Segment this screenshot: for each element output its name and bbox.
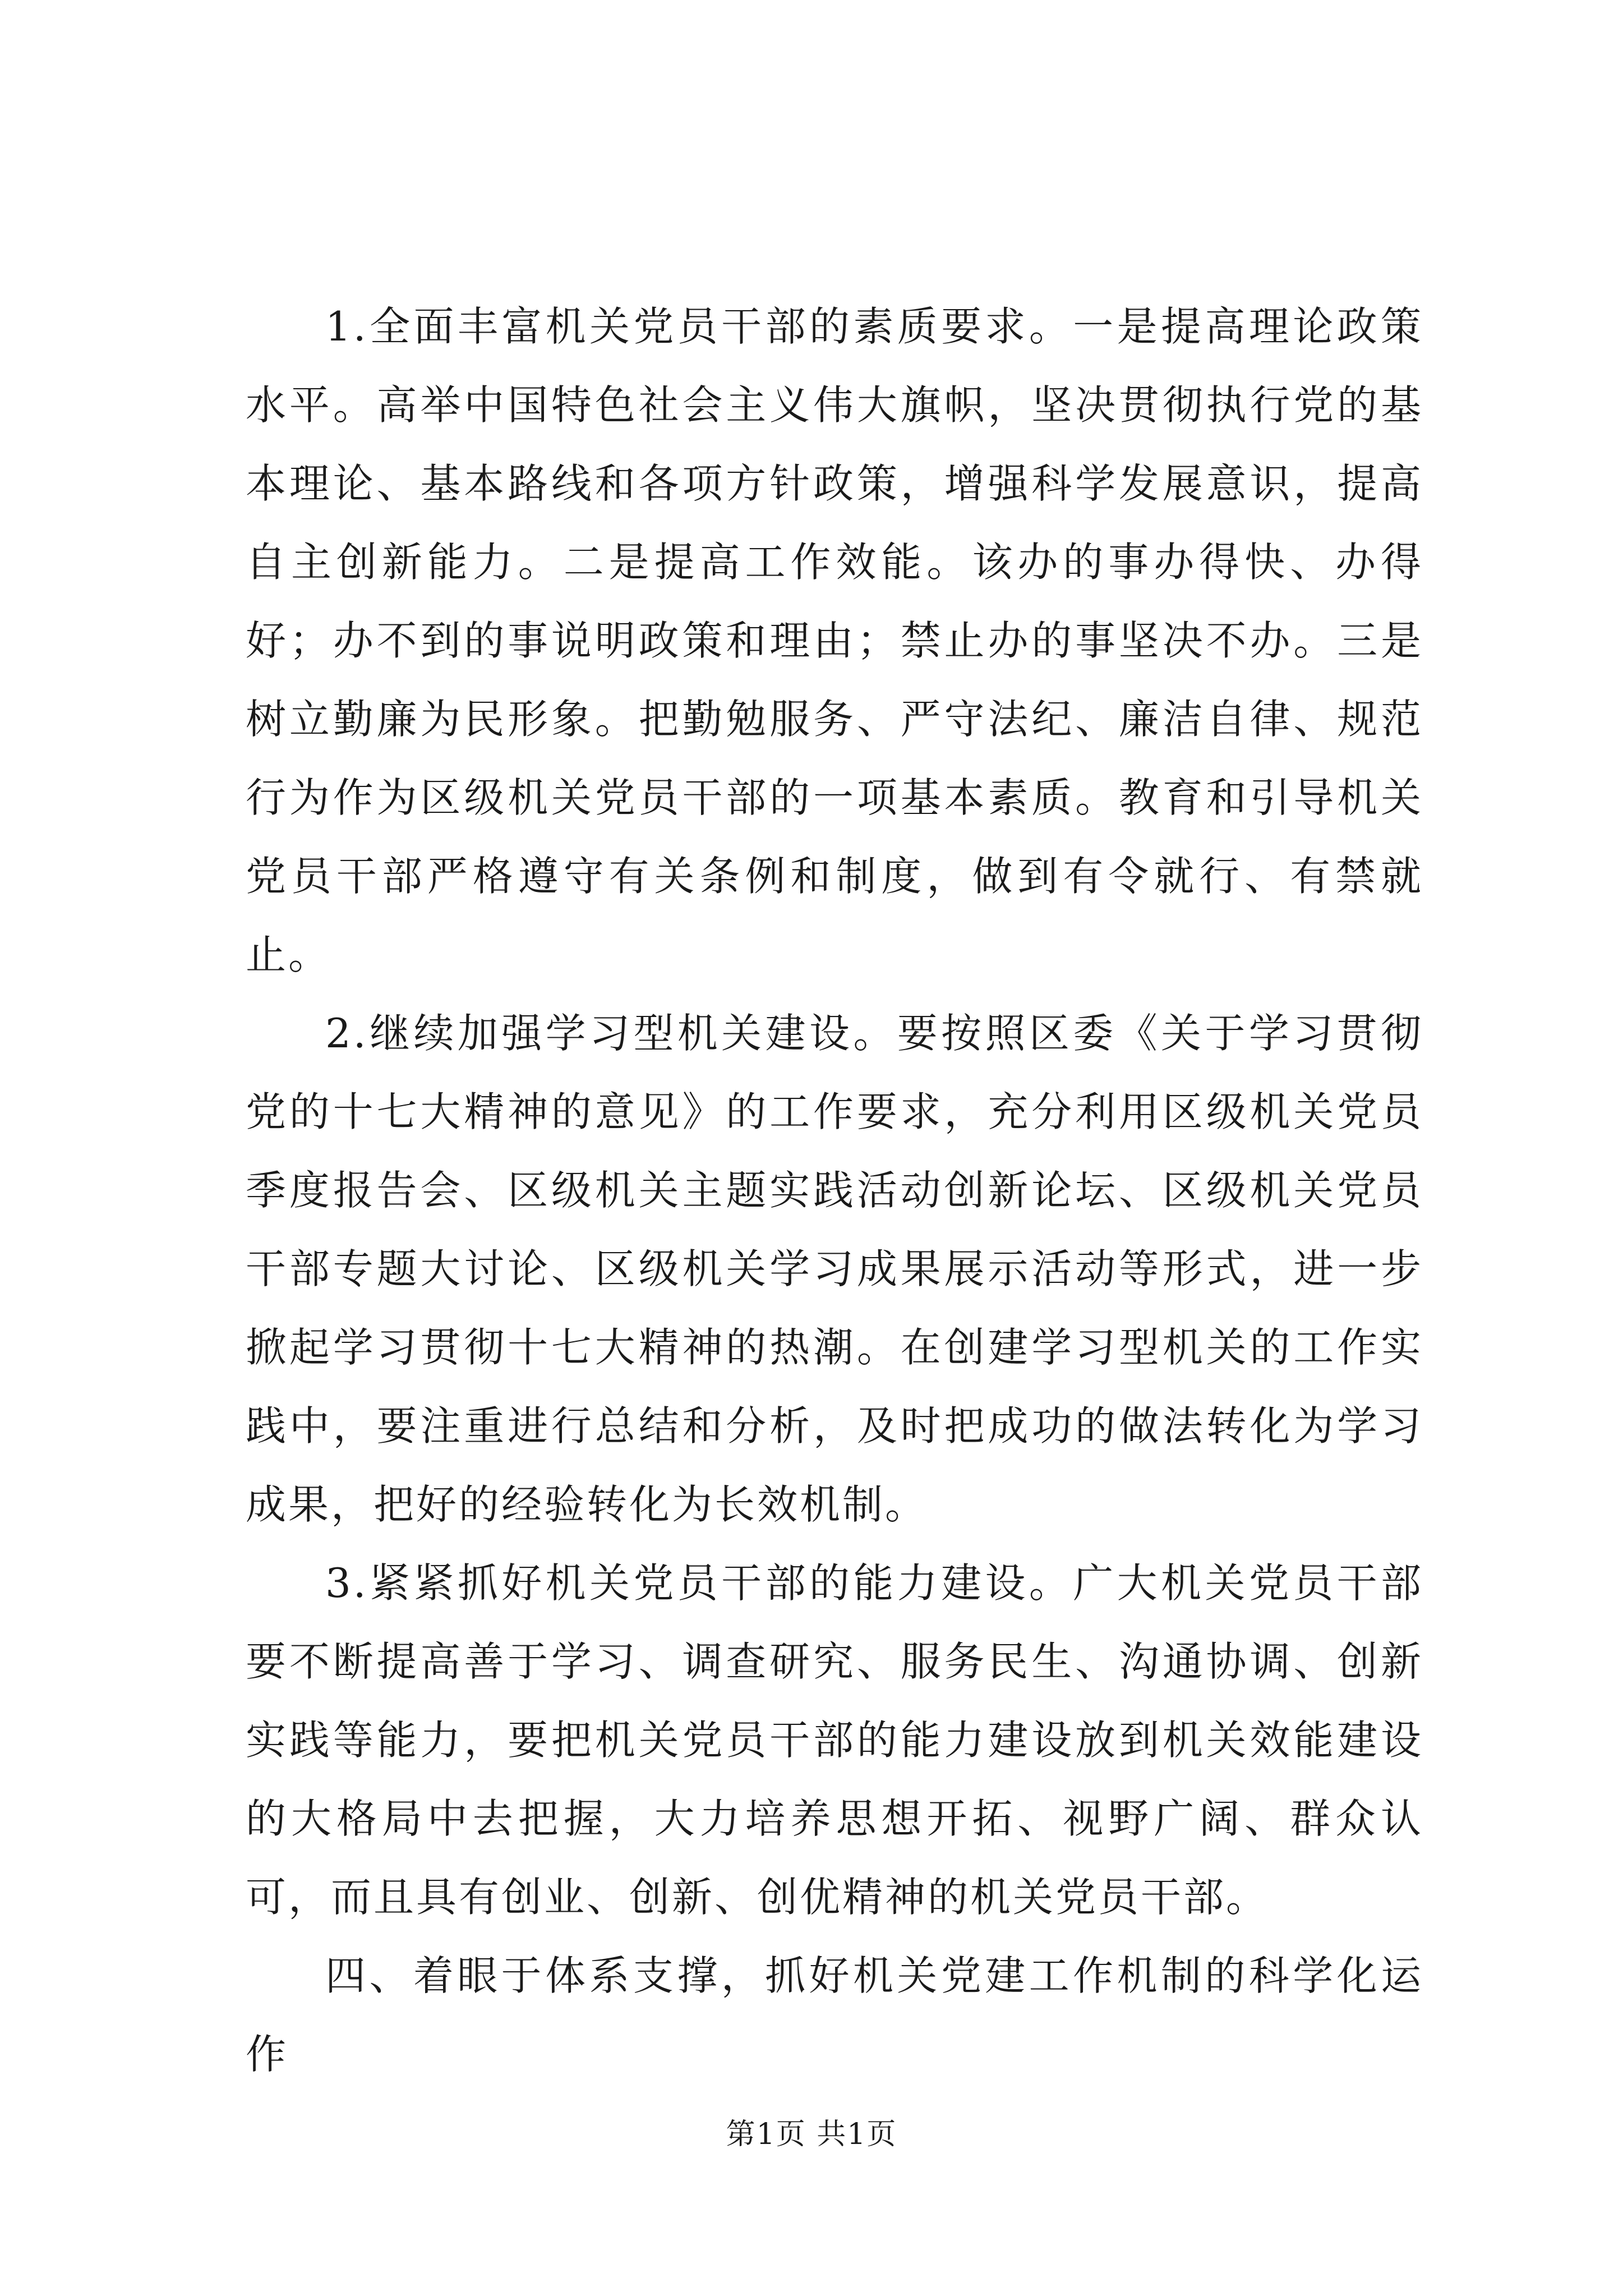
document-body [246, 287, 1423, 2093]
paragraph-3: 3.紧紧抓好机关党员干部的能力建设。广大机关党员干部要不断提高善于学习、调查研究、服务民生、沟通协调、创新实践等能力，要把机关党员干部的能力建设放到机关效能建设的大格局中去把握，大力培养思想开拓、视野广阔、群众认可，而且具有创业、创新、创优精神的机关党员干部。 [246, 1559, 1423, 1921]
page-footer: 第1页 共1页 [726, 2118, 897, 2151]
paragraph-2: 2.继续加强学习型机关建设。要按照区委《关于学习贯彻党的十七大精神的意见》的工作要求，充分利用区级机关党员季度报告会、区级机关主题实践活动创新论坛、区级机关党员干部专题大讨论、区级机关学习成果展示活动等形式，进一步掀起学习贯彻十七大精神的热潮。在创建学习型机关的工作实践中，要注重进行总结和分析，及时把成功的做法转化为学习成果，把好的经验转化为长效机制。 [246, 1010, 1423, 1528]
section-heading-4: 四、着眼于体系支撑，抓好机关党建工作机制的科学化运作 [246, 1952, 1423, 2078]
paragraph-1: 1.全面丰富机关党员干部的素质要求。一是提高理论政策水平。高举中国特色社会主义伟大旗帜，坚决贯彻执行党的基本理论、基本路线和各项方针政策，增强科学发展意识，提高自主创新能力。二是提高工作效能。该办的事办得快、办得好；办不到的事说明政策和理由；禁止办的事坚决不办。三是树立勤廉为民形象。把勤勉服务、严守法纪、廉洁自律、规范行为作为区级机关党员干部的一项基本素质。教育和引导机关党员干部严格遵守有关条例和制度，做到有令就行、有禁就止。 [246, 303, 1423, 978]
